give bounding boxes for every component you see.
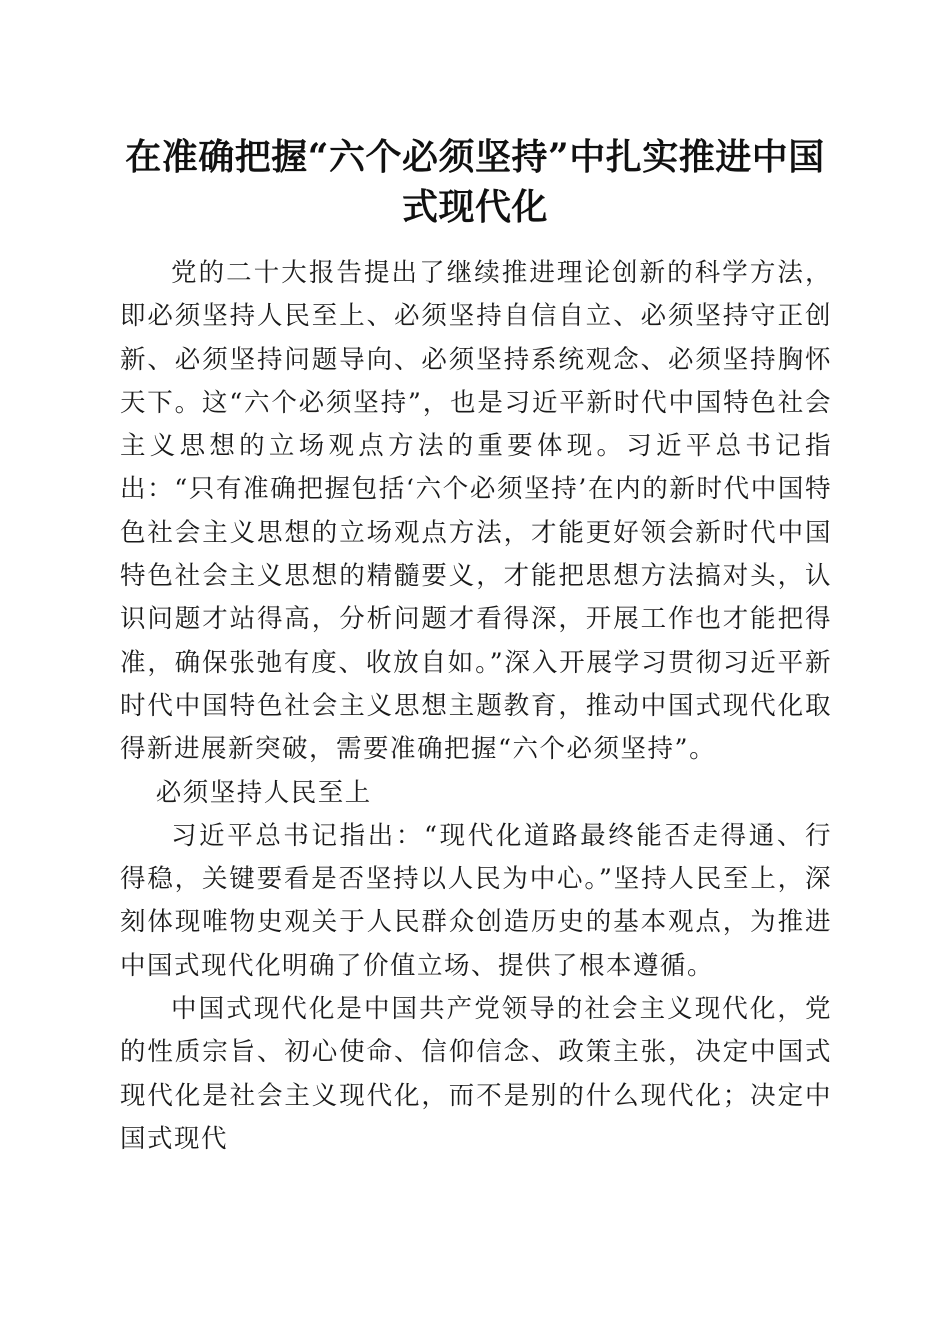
body-paragraph: 中国式现代化是中国共产党领导的社会主义现代化，党的性质宗旨、初心使命、信仰信念、政策主张，决定中国式现代化是社会主义现代化，而不是别的什么现代化；决定中国式现代 xyxy=(120,994,832,1154)
section-heading: 必须坚持人民至上 xyxy=(155,777,372,808)
title-line-2: 式现代化 xyxy=(401,186,548,228)
intro-paragraph: 党的二十大报告提出了继续推进理论创新的科学方法，即必须坚持人民至上、必须坚持自信自立、必须坚持守正创新、必须坚持问题导向、必须坚持系统观念、必须坚持胸怀天下。这“六个必须坚持”，也是习近平新时代中国特色社会主义思想的立场观点方法的重要体现。习近平总书记指出：“只有准确把握包括‘六个必须坚持’在内的新时代中国特色社会主义思想的立场观点方法，才能更好领会新时代中国特色社会主义思想的精髓要义，才能把思想方法搞对头，认识问题才站得高，分析问题才看得深，开展工作也才能把得准，确保张弛有度、收放自如。”深入开展学习贯彻习近平新时代中国特色社会主义思想主题教育，推动中国式现代化取得新进展新突破，需要准确把握“六个必须坚持”。 xyxy=(120,258,832,765)
title-line-1: 在准确把握“六个必须坚持”中扎实推进中国 xyxy=(125,136,825,178)
body-paragraph: 习近平总书记指出：“现代化道路最终能否走得通、行得稳，关键要看是否坚持以人民为中心。”坚持人民至上，深刻体现唯物史观关于人民群众创造历史的基本观点，为推进中国式现代化明确了价值立场、提供了根本遵循。 xyxy=(120,820,832,981)
document-title xyxy=(110,132,840,232)
document-body xyxy=(120,252,832,1161)
